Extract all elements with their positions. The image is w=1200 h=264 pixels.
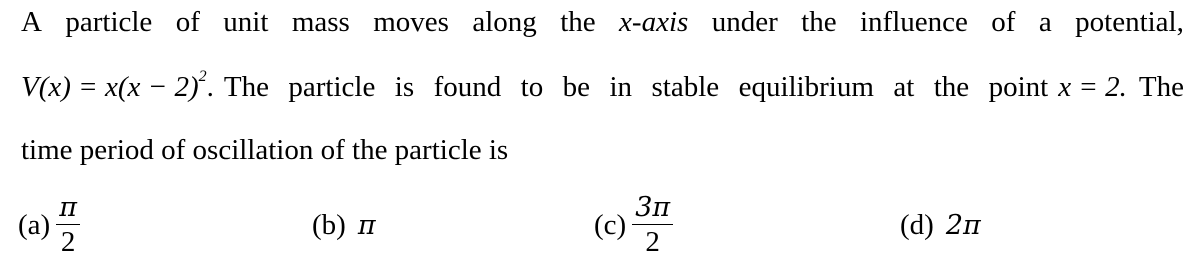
- middle-text: The particle is found to be in stable equilibrium at the point: [223, 71, 1049, 103]
- option-d[interactable]: [900, 190, 981, 260]
- question-line-1: [21, 4, 1184, 40]
- word: the: [801, 6, 837, 38]
- exponent: 2: [198, 68, 207, 86]
- word: A: [21, 6, 42, 38]
- question-line-2: [21, 69, 1184, 105]
- option-label: (d): [900, 208, 934, 241]
- word: of: [175, 6, 200, 38]
- word: moves: [373, 6, 449, 38]
- word: influence: [859, 6, 968, 38]
- option-a[interactable]: [18, 190, 80, 260]
- potential-expression: $V(x) = x(x - 2)^2$.: [21, 68, 214, 103]
- option-label: (c): [594, 208, 627, 241]
- word: a: [1038, 6, 1052, 38]
- word: under: [711, 6, 778, 38]
- fraction: [632, 193, 673, 257]
- line-end-text: The: [1138, 71, 1184, 103]
- word: the: [560, 6, 596, 38]
- numerator: π: [56, 193, 80, 225]
- point-expression: x = 2.: [1058, 71, 1127, 103]
- option-value: π: [357, 209, 376, 241]
- question-line-3: time period of oscillation of the particle is: [21, 134, 509, 166]
- option-label: (b): [312, 208, 346, 241]
- option-c[interactable]: [594, 190, 673, 260]
- option-b[interactable]: [312, 190, 376, 260]
- word: particle: [65, 6, 153, 38]
- denominator: 2: [645, 226, 660, 258]
- word-x-axis: x-axis: [619, 6, 689, 38]
- word: mass: [291, 6, 350, 38]
- fraction: [56, 193, 80, 257]
- word: along: [472, 6, 537, 38]
- option-value: 2π: [945, 209, 981, 241]
- word: potential,: [1075, 6, 1184, 38]
- numerator: 3π: [632, 193, 673, 225]
- denominator: 2: [60, 226, 76, 258]
- option-label: (a): [18, 208, 51, 241]
- word: of: [991, 6, 1016, 38]
- word: unit: [223, 6, 269, 38]
